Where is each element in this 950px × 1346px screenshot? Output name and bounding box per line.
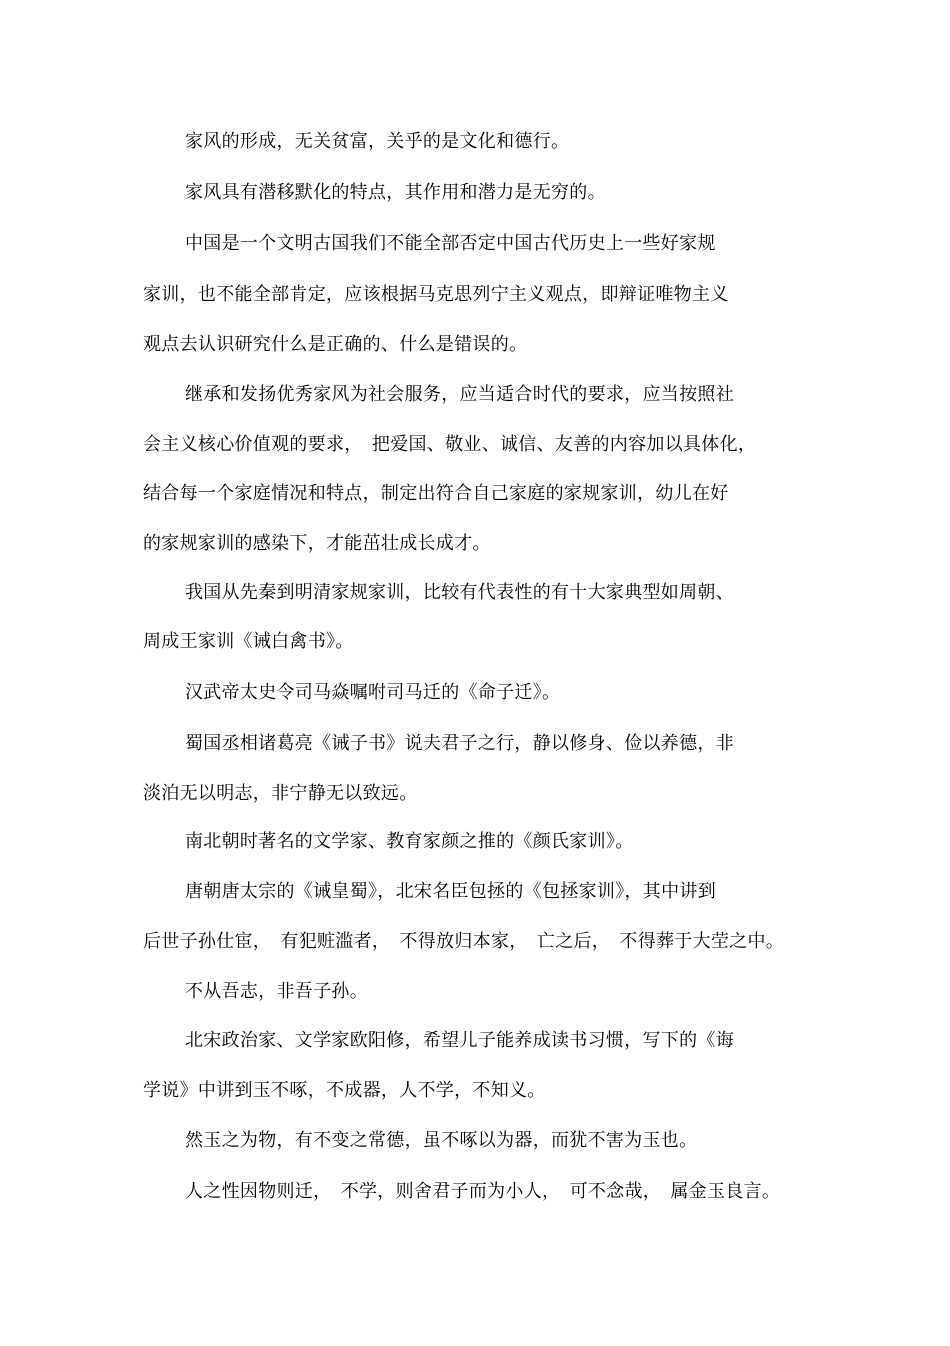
text-line: 结合每一个家庭情况和特点，制定出符合自己家庭的家规家训，幼儿在好 [143,483,729,504]
text-line: 家风具有潜移默化的特点，其作用和潜力是无穷的。 [185,182,606,203]
text-line: 南北朝时著名的文学家、教育家颜之推的《颜氏家训》。 [185,831,634,852]
text-line: 会主义核心价值观的要求， 把爱国、敬业、诚信、友善的内容加以具体化， [143,434,757,455]
text-line: 观点去认识研究什么是正确的、什么是错误的。 [143,334,528,355]
text-line: 家训，也不能全部肯定，应该根据马克思列宁主义观点，即辩证唯物主义 [143,284,729,305]
text-line: 周成王家训《诫白禽书》。 [143,631,354,652]
text-line: 人之性因物则迁， 不学，则舍君子而为小人， 可不念哉， 属金玉良言。 [185,1181,781,1202]
text-line: 的家规家训的感染下，才能茁壮成长成才。 [143,533,491,554]
text-line: 唐朝唐太宗的《诫皇蜀》，北宋名臣包拯的《包拯家训》，其中讲到 [185,881,716,902]
text-line: 中国是一个文明古国我们不能全部否定中国古代历史上一些好家规 [185,233,716,254]
text-line: 学说》中讲到玉不啄，不成器，人不学，不知义。 [143,1080,546,1101]
text-line: 继承和发扬优秀家风为社会服务，应当适合时代的要求，应当按照社 [185,384,734,405]
text-line: 我国从先秦到明清家规家训，比较有代表性的有十大家典型如周朝、 [185,582,734,603]
text-line: 淡泊无以明志，非宁静无以致远。 [143,783,418,804]
text-line: 家风的形成，无关贫富，关乎的是文化和德行。 [185,131,570,152]
text-line: 不从吾志，非吾子孙。 [185,981,368,1002]
text-line: 然玉之为物，有不变之常德，虽不啄以为器，而犹不害为玉也。 [185,1130,698,1151]
text-line: 汉武帝太史令司马焱嘱咐司马迁的《命子迁》。 [185,682,561,703]
text-line: 北宋政治家、文学家欧阳修，希望儿子能养成读书习惯，写下的《诲 [185,1030,734,1051]
text-line: 蜀国丞相诸葛亮《诫子书》说夫君子之行，静以修身、俭以养德，非 [185,733,734,754]
text-line: 后世子孙仕宦， 有犯赃滥者， 不得放归本家， 亡之后， 不得葬于大茔之中。 [143,931,785,952]
